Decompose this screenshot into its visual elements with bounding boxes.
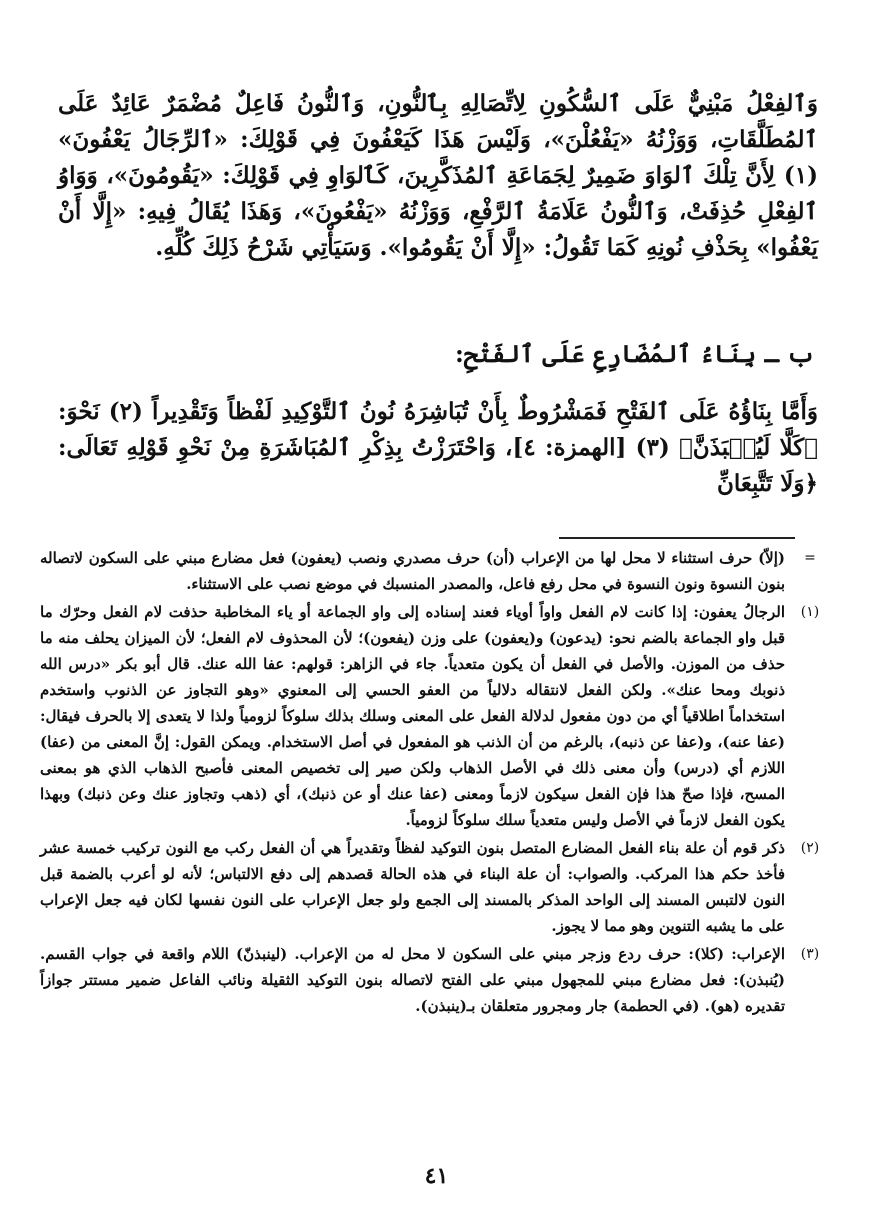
footnote-mark: = [804, 550, 816, 566]
footnote-3 [40, 941, 835, 1019]
section-heading: ب ـ بِنَاءُ ٱلمُضَارِعِ عَلَى ٱلفَتْحِ: [454, 339, 815, 368]
footnote-continued [40, 545, 835, 597]
footnote-text: الإعراب: (كلا): حرف ردع وزجر مبني على السكون لا محل له من الإعراب. (لينبذنّ) اللام واقعة في جواب القسم. (يُنبذن): فعل مضارع مبني للمجهول مبني على الفتح لاتصاله بنون التوكيد الثقيلة ونائب الفاعل ضمير مستتر جوازاً تقديره (هو). (في الحطمة) جار ومجرور متعلقان بـ(ينبذن). [40, 945, 785, 1015]
footnote-mark: (١) [800, 604, 820, 620]
paragraph-verb-on-sukun: وَٱلفِعْلُ مَبْنِيٌّ عَلَى ٱلسُّكُونِ لِاتِّصَالِهِ بِٱلنُّونِ، وَٱلنُّونُ فَاعِلٌ مُضْمَرٌ عَائِدٌ عَلَى ٱلمُطَلَّقَاتِ، وَوَزْنُهُ «يَفْعُلْنَ»، وَلَيْسَ هَذَا كَيَعْفُونَ فِي قَوْلِكَ: «ٱلرِّجَالُ يَعْفُونَ» (١) لِأَنَّ تِلْكَ ٱلوَاوَ ضَمِيرٌ لِجَمَاعَةِ ٱلمُذَكَّرِينَ، كَٱلوَاوِ فِي قَوْلِكَ: «يَقُومُونَ»، وَوَاوُ ٱلفِعْلِ حُذِفَتْ، وَٱلنُّونُ عَلَامَةُ ٱلرَّفْعِ، وَوَزْنُهُ «يَفْعُونَ»، وَهَذَا يُقَالُ فِيهِ: «إِلَّا أَنْ يَعْفُوا» بِحَذْفِ نُونِهِ كَمَا تَقُولُ: «إِلَّا أَنْ يَقُومُوا». وَسَيَأْتِي شَرْحُ ذَلِكَ كُلِّهِ. [58, 90, 818, 261]
footnotes [40, 545, 835, 1021]
main-text [58, 86, 818, 266]
footnote-mark: (٣) [800, 946, 820, 962]
footnote-text: (إلاّ) حرف استثناء لا محل لها من الإعراب (أن) حرف مصدري ونصب (يعفون) فعل مضارع مبني على السكون لاتصاله بنون النسوة ونون النسوة في محل رفع فاعل، والمصدر المنسبك في موضع نصب على الاستثناء. [40, 549, 785, 593]
footnote-text: ذكر قوم أن علة بناء الفعل المضارع المتصل بنون التوكيد لفظاً وتقديراً هي أن الفعل ركب مع النون تركيب خمسة عشر فأخذ حكم هذا المركب. والصواب: أن علة البناء في هذه الحالة قصدهم إلى دفع الالتباس؛ لأنه لو أعرب بالضمة قبل النون لالتبس المسند إلى الواحد المذكر بالمسند إلى الجمع ولو جعل الإعراب على النون نفسها لكان فيه جعل الإعراب على ما يشبه التنوين وهو مما لا يجوز. [40, 839, 785, 935]
footnote-1 [40, 599, 835, 833]
footnote-separator [559, 537, 795, 539]
page-number: ٤١ [424, 1163, 449, 1189]
footnote-text: الرجالُ يعفون: إذا كانت لام الفعل واواً أوياء فعند إسناده إلى واو الجماعة أو ياء المخاطبة حذفت لام الفعل وحرّك ما قبل واو الجماعة بالضم نحو: (يدعون) و(يعفون) على وزن (يفعون)؛ لأن المحذوف لام الفعل؛ لأن الميزان يحلف منه ما حذف من الموزن. والأصل في الفعل أن يكون متعدياً. جاء في الزاهر: قولهم: عفا الله عنك. قال أبو بكر «درس الله ذنوبك ومحا عنك». ولكن الفعل لانتقاله دلالياً من العفو الحسي إلى المعنوي «وهو التجاوز عن الذنوب واستخدم استخداماً اطلاقياً أي من دون مفعول لدلالة الفعل على المعنى وسلك بذلك سلوكاً لزومياً ولذا لا يتعدى إلا بالحرف فيقال: (عفا عنه)، و(عفا عن ذنبه)، بالرغم من أن الذنب هو المفعول في أصل الاستخدام. ويمكن القول: إنَّ المعنى من (عفا) اللازم أي (درس) وأن معنى ذلك في الأصل الذهاب ولكن صير إلى تخصيص المعنى فأصبح الذهاب الذي هو بمعنى المسح، فإذا صحّ هذا فإن الفعل سيكون لازماً ومعنى (عفا عنك أو عن ذنبك)، أي (ذهب وتجاوز عنك وعن ذنبك) وبهذا يكون الفعل لازماً في الأصل وليس متعدياً سلك سلوكاً لزومياً. [40, 603, 785, 829]
footnote-2 [40, 835, 835, 939]
footnote-mark: (٢) [800, 840, 820, 856]
paragraph-verb-on-fatha: وَأَمَّا بِنَاؤُهُ عَلَى ٱلفَتْحِ فَمَشْرُوطٌ بِأَنْ تُبَاشِرَهُ نُونُ ٱلتَّوْكِيدِ لَفْظاً وَتَقْدِيراً (٢) نَحْوَ: ﴿كَلَّا لَيُنۢبَذَنَّ﴾ (٣) [الهمزة: ٤]، وَاحْتَرَزْتُ بِذِكْرِ ٱلمُبَاشَرَةِ مِنْ نَحْوِ قَوْلِهِ تَعَالَى: ﴿وَلَا تَتَّبِعَانِّ [58, 398, 818, 497]
